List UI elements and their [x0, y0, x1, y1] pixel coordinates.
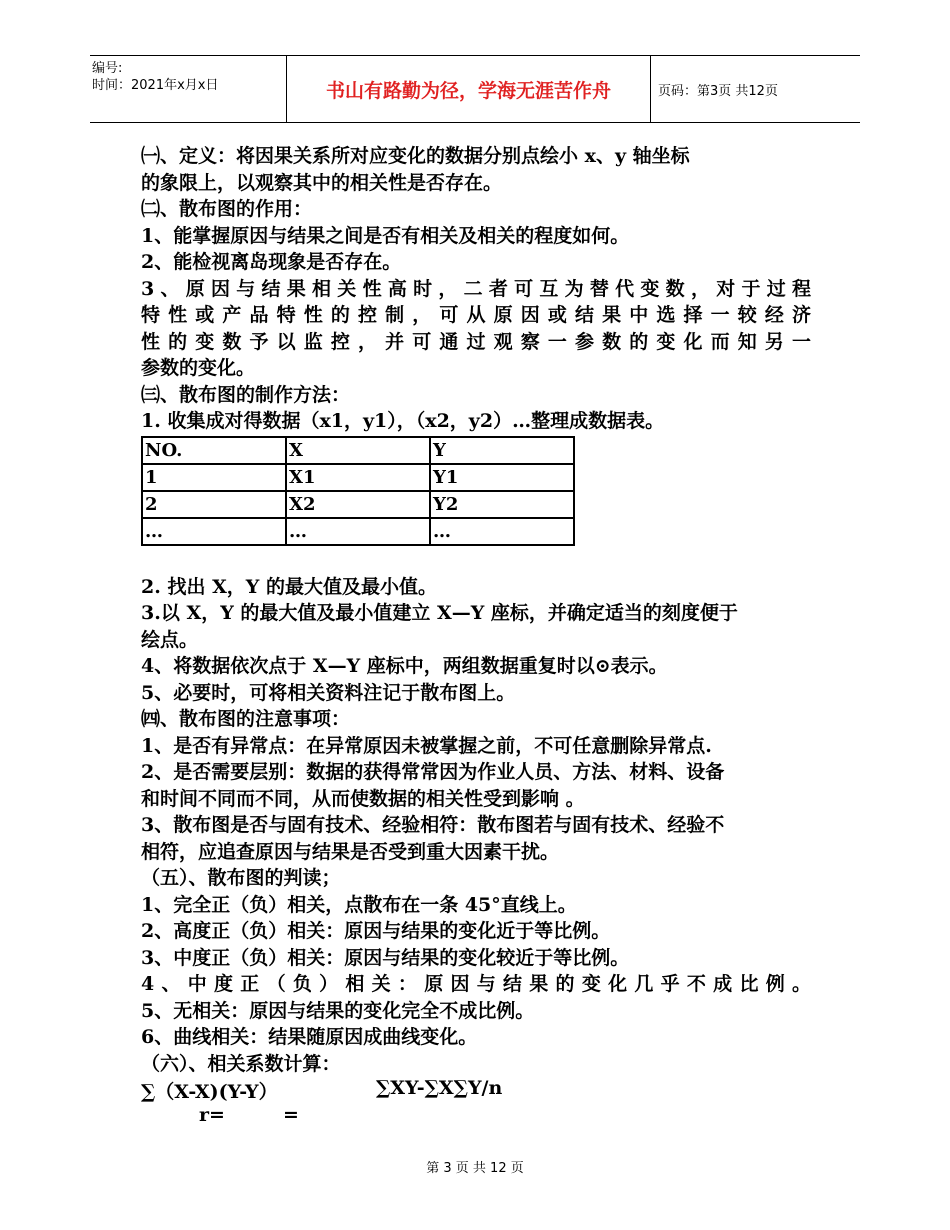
table-header-cell: X — [286, 437, 430, 464]
page-footer: 第 3 页 共 12 页 — [426, 1161, 524, 1176]
section-heading: （五）、散布图的判读； — [141, 867, 341, 889]
section-heading: ㈣、散布图的注意事项： — [141, 708, 351, 730]
code-label: 编号: — [92, 61, 123, 76]
header-motto: 书山有路勤为径，学海无涯苦作舟 — [325, 79, 611, 102]
text-line: 2、能检视离岛现象是否存在。 — [141, 251, 402, 273]
text-line: 4、中度正（负）相关：原因与结果的变化几乎不成比例。 — [141, 973, 811, 995]
table-cell: Y1 — [430, 464, 574, 491]
text-line: 3、原因与结果相关性高时，二者可互为替代变数，对于过程 — [141, 277, 811, 300]
table-cell: X1 — [286, 464, 430, 491]
text-line: 2、高度正（负）相关：原因与结果的变化近于等比例。 — [141, 920, 611, 942]
header-meta — [92, 60, 284, 94]
text-line: 6、曲线相关：结果随原因成曲线变化。 — [141, 1026, 478, 1048]
text-line: 特性或产品特性的控制，可从原因或结果中选择一较经济 — [141, 304, 811, 326]
section-heading: ㈡、散布图的作用： — [141, 198, 313, 220]
table-cell: … — [430, 518, 574, 545]
page-header — [90, 55, 860, 123]
text-line: 绘点。 — [141, 628, 199, 651]
text-line: 3.以 X，Y 的最大值及最小值建立 X—Y 座标，并确定适当的刻度便于 — [141, 602, 738, 624]
text-line: 参数的变化。 — [141, 357, 256, 379]
table-row — [142, 518, 574, 545]
spacer — [141, 546, 811, 574]
text-line: 的象限上，以观察其中的相关性是否存在。 — [141, 171, 503, 194]
text-line: 1. 收集成对得数据（x1，y1），（x2，y2）…整理成数据表。 — [141, 410, 665, 432]
text-line: 3、散布图是否与固有技术、经验相符：散布图若与固有技术、经验不 — [141, 814, 725, 836]
text-line: 1、能掌握原因与结果之间是否有相关及相关的程度如何。 — [141, 224, 630, 247]
text-line: 1、完全正（负）相关，点散布在一条 45°直线上。 — [141, 893, 577, 916]
formula-equals: = — [283, 1104, 299, 1126]
correlation-formula — [141, 1077, 811, 1133]
time-label: 时间：2021年x月x日 — [92, 78, 219, 93]
text-line: 5、无相关：原因与结果的变化完全不成比例。 — [141, 999, 535, 1022]
table-cell: X2 — [286, 491, 430, 518]
table-cell: Y2 — [430, 491, 574, 518]
text-line: 5、必要时，可将相关资料注记于散布图上。 — [141, 681, 516, 704]
header-divider — [650, 56, 651, 122]
formula-left-numerator: ∑（X-X)(Y-Y） — [141, 1081, 278, 1103]
table-row — [142, 437, 574, 464]
text-line: 和时间不同而不同，从而使数据的相关性受到影响 。 — [141, 787, 585, 810]
table-row — [142, 491, 574, 518]
page-info: 页码：第3页 共12页 — [658, 84, 778, 99]
table-cell: … — [142, 518, 286, 545]
text-line: 2. 找出 X，Y 的最大值及最小值。 — [141, 575, 437, 598]
text-line: 相符，应追查原因与结果是否受到重大因素干扰。 — [141, 840, 560, 863]
table-cell: … — [286, 518, 430, 545]
data-table — [141, 436, 575, 546]
table-cell: 1 — [142, 464, 286, 491]
document-body — [141, 143, 811, 1133]
section-heading: ㈢、散布图的制作方法： — [141, 383, 351, 406]
text-line: 4、将数据依次点于 X—Y 座标中，两组数据重复时以⊙表示。 — [141, 655, 668, 677]
text-line: 2、是否需要层别：数据的获得常常因为作业人员、方法、材料、设备 — [141, 761, 725, 783]
table-row — [142, 464, 574, 491]
text-line: 3、中度正（负）相关：原因与结果的变化较近于等比例。 — [141, 946, 630, 969]
table-header-cell: Y — [430, 437, 574, 464]
table-header-cell: NO. — [142, 437, 286, 464]
formula-right-numerator: ∑XY-∑X∑Y/n — [376, 1077, 503, 1099]
table-cell: 2 — [142, 491, 286, 518]
formula-r-label: r= — [199, 1104, 225, 1126]
text-line: 1、是否有异常点：在异常原因未被掌握之前，不可任意删除异常点. — [141, 734, 712, 757]
section-heading: （六）、相关系数计算： — [141, 1052, 341, 1075]
text-line: ㈠、定义：将因果关系所对应变化的数据分别点绘小 x、y 轴坐标 — [141, 145, 690, 167]
text-line: 性的变数予以监控，并可通过观察一参数的变化而知另一 — [141, 330, 811, 353]
